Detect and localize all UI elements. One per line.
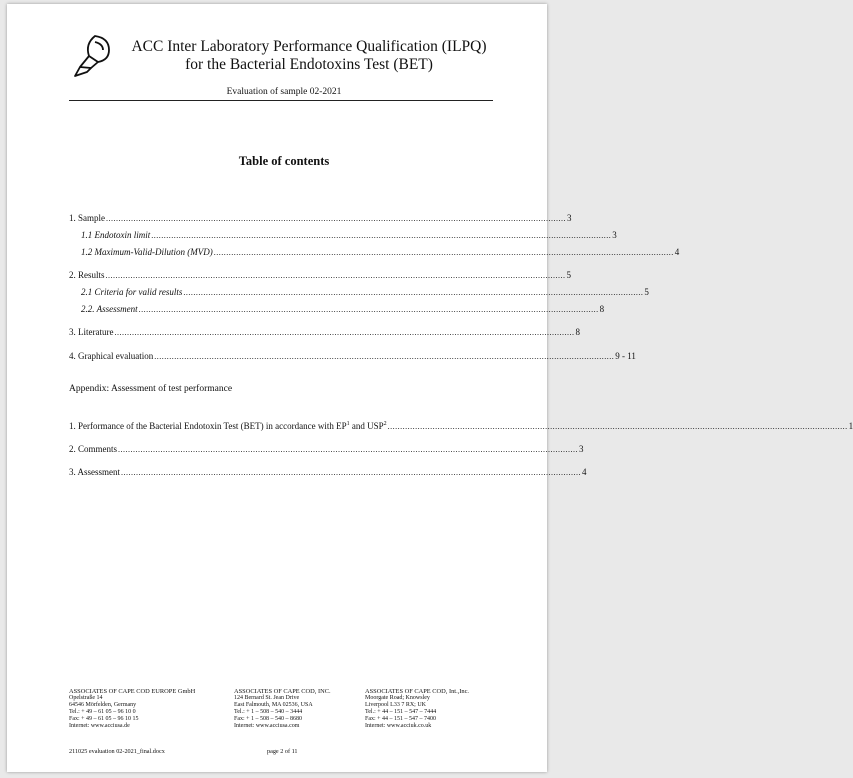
toc-entry-page: 5 bbox=[644, 287, 649, 297]
footer-address-europe bbox=[69, 688, 195, 730]
toc-leader-dots: ........................................................................................................................................................................................ bbox=[183, 288, 644, 297]
toc-entry-page: 8 bbox=[599, 304, 605, 314]
footer-address-uk bbox=[365, 688, 469, 730]
toc-entry-label: 2. Results bbox=[69, 270, 105, 280]
toc-leader-dots: ........................................................................................................................................................................................ bbox=[138, 305, 599, 314]
toc-entry-label: 1.1 Endotoxin limit bbox=[81, 230, 151, 240]
fax-line: Fax: + 44 – 151 – 547 – 7400 bbox=[365, 716, 437, 722]
toc-entry-page: 3 bbox=[579, 444, 584, 454]
footnote-marker: 2 bbox=[383, 421, 387, 427]
toc-entry-label bbox=[69, 420, 387, 432]
company-name: ASSOCIATES OF CAPE COD, INC. bbox=[234, 688, 331, 695]
toc-entry-label: 2.2. Assessment bbox=[81, 304, 138, 314]
appendix-entry-performance[interactable] bbox=[69, 420, 853, 432]
toc-entry-page: 4 bbox=[582, 467, 587, 477]
toc-entry-label: 2. Comments bbox=[69, 444, 118, 454]
company-name: ASSOCIATES OF CAPE COD EUROPE GmbH bbox=[69, 688, 196, 695]
phone-line: Tel.: + 49 – 61 05 – 96 10 0 bbox=[69, 709, 136, 715]
toc-entry-label: 1. Sample bbox=[69, 213, 105, 223]
address-line: Moorgate Road; Knowsley bbox=[365, 695, 430, 701]
document-subtitle: Evaluation of sample 02-2021 bbox=[226, 87, 342, 97]
toc-entry-label: 3. Literature bbox=[69, 327, 114, 337]
website-line: Internet: www.acciusa.com bbox=[234, 723, 300, 729]
acc-horseshoe-crab-logo-icon bbox=[65, 32, 117, 80]
toc-entry-page: 3 bbox=[612, 230, 617, 240]
footer-address-usa bbox=[234, 688, 331, 730]
title-line-1: ACC Inter Laboratory Performance Qualification (ILPQ) bbox=[131, 38, 487, 55]
address-line: 124 Bernard St. Jean Drive bbox=[234, 695, 300, 701]
company-name: ASSOCIATES OF CAPE COD, Int.,Inc. bbox=[365, 688, 470, 695]
toc-leader-dots: ........................................................................................................................................................................................ bbox=[213, 248, 674, 257]
toc-entry-page: 9 - 11 bbox=[615, 351, 636, 361]
fax-line: Fax: + 1 – 508 – 540 – 8680 bbox=[234, 716, 303, 722]
toc-entry-sample[interactable] bbox=[69, 212, 572, 224]
address-line: East Falmouth, MA 02536, USA bbox=[234, 702, 313, 708]
toc-leader-dots: ........................................................................................................................................................................................ bbox=[154, 352, 615, 361]
toc-entry-graphical-evaluation[interactable] bbox=[69, 350, 636, 362]
fax-line: Fax: + 49 – 61 05 – 96 10 15 bbox=[69, 716, 139, 722]
toc-entry-label: 4. Graphical evaluation bbox=[69, 351, 154, 361]
address-line: Opelstraße 14 bbox=[69, 695, 103, 701]
toc-entry-mvd[interactable] bbox=[81, 246, 680, 258]
toc-entry-label: 3. Assessment bbox=[69, 467, 121, 477]
label-main: 1. Performance of the Bacterial Endotoxin Test (BET) in accordance with EP bbox=[69, 421, 347, 431]
appendix-entry-assessment[interactable] bbox=[69, 466, 587, 478]
toc-leader-dots: ........................................................................................................................................................................................ bbox=[106, 214, 566, 223]
toc-leader-dots: ........................................................................................................................................................................................ bbox=[387, 422, 848, 431]
toc-entry-results[interactable] bbox=[69, 269, 572, 281]
toc-entry-literature[interactable] bbox=[69, 326, 580, 338]
toc-entry-criteria[interactable] bbox=[81, 286, 649, 298]
toc-entry-label: 1.2 Maximum-Valid-Dilution (MVD) bbox=[81, 247, 213, 257]
title-line-2: for the Bacterial Endotoxins Test (BET) bbox=[185, 56, 433, 73]
toc-leader-dots: ........................................................................................................................................................................................ bbox=[121, 468, 582, 477]
toc-leader-dots: ........................................................................................................................................................................................ bbox=[118, 445, 579, 454]
website-line: Internet: www.acciusa.de bbox=[69, 723, 130, 729]
toc-leader-dots: ........................................................................................................................................................................................ bbox=[105, 271, 566, 280]
label-mid: and USP bbox=[349, 421, 384, 431]
toc-entry-label: 2.1 Criteria for valid results bbox=[81, 287, 183, 297]
toc-entry-page: 5 bbox=[566, 270, 572, 280]
phone-line: Tel.: + 44 – 151 – 547 – 7444 bbox=[365, 709, 437, 715]
toc-heading: Table of contents bbox=[238, 154, 330, 168]
footer-page-number: page 2 of 11 bbox=[267, 748, 298, 755]
footer-document-filename: 211025 evaluation 02-2021_final.docx bbox=[69, 748, 165, 755]
appendix-entry-comments[interactable] bbox=[69, 443, 584, 455]
website-line: Internet: www.acciuk.co.uk bbox=[365, 723, 432, 729]
toc-entry-page: 1 bbox=[848, 421, 853, 431]
toc-entry-page: 4 bbox=[674, 247, 680, 257]
document-title bbox=[119, 38, 499, 74]
address-line: Liverpool L33 7 RX; UK bbox=[365, 702, 426, 708]
appendix-heading: Appendix: Assessment of test performance bbox=[69, 384, 233, 394]
document-page bbox=[7, 4, 853, 772]
toc-entry-page: 8 bbox=[575, 327, 580, 337]
header-rule bbox=[69, 100, 493, 101]
toc-entry-assessment[interactable] bbox=[81, 303, 605, 315]
toc-leader-dots: ........................................................................................................................................................................................ bbox=[114, 328, 575, 337]
footnote-marker: 1 bbox=[346, 421, 350, 427]
toc-entry-endotoxin-limit[interactable] bbox=[81, 229, 617, 241]
toc-entry-page: 3 bbox=[567, 213, 572, 223]
address-line: 64546 Mörfelden, Germany bbox=[69, 702, 137, 708]
phone-line: Tel.: + 1 – 508 – 540 – 3444 bbox=[234, 709, 303, 715]
toc-leader-dots: ........................................................................................................................................................................................ bbox=[151, 231, 612, 240]
